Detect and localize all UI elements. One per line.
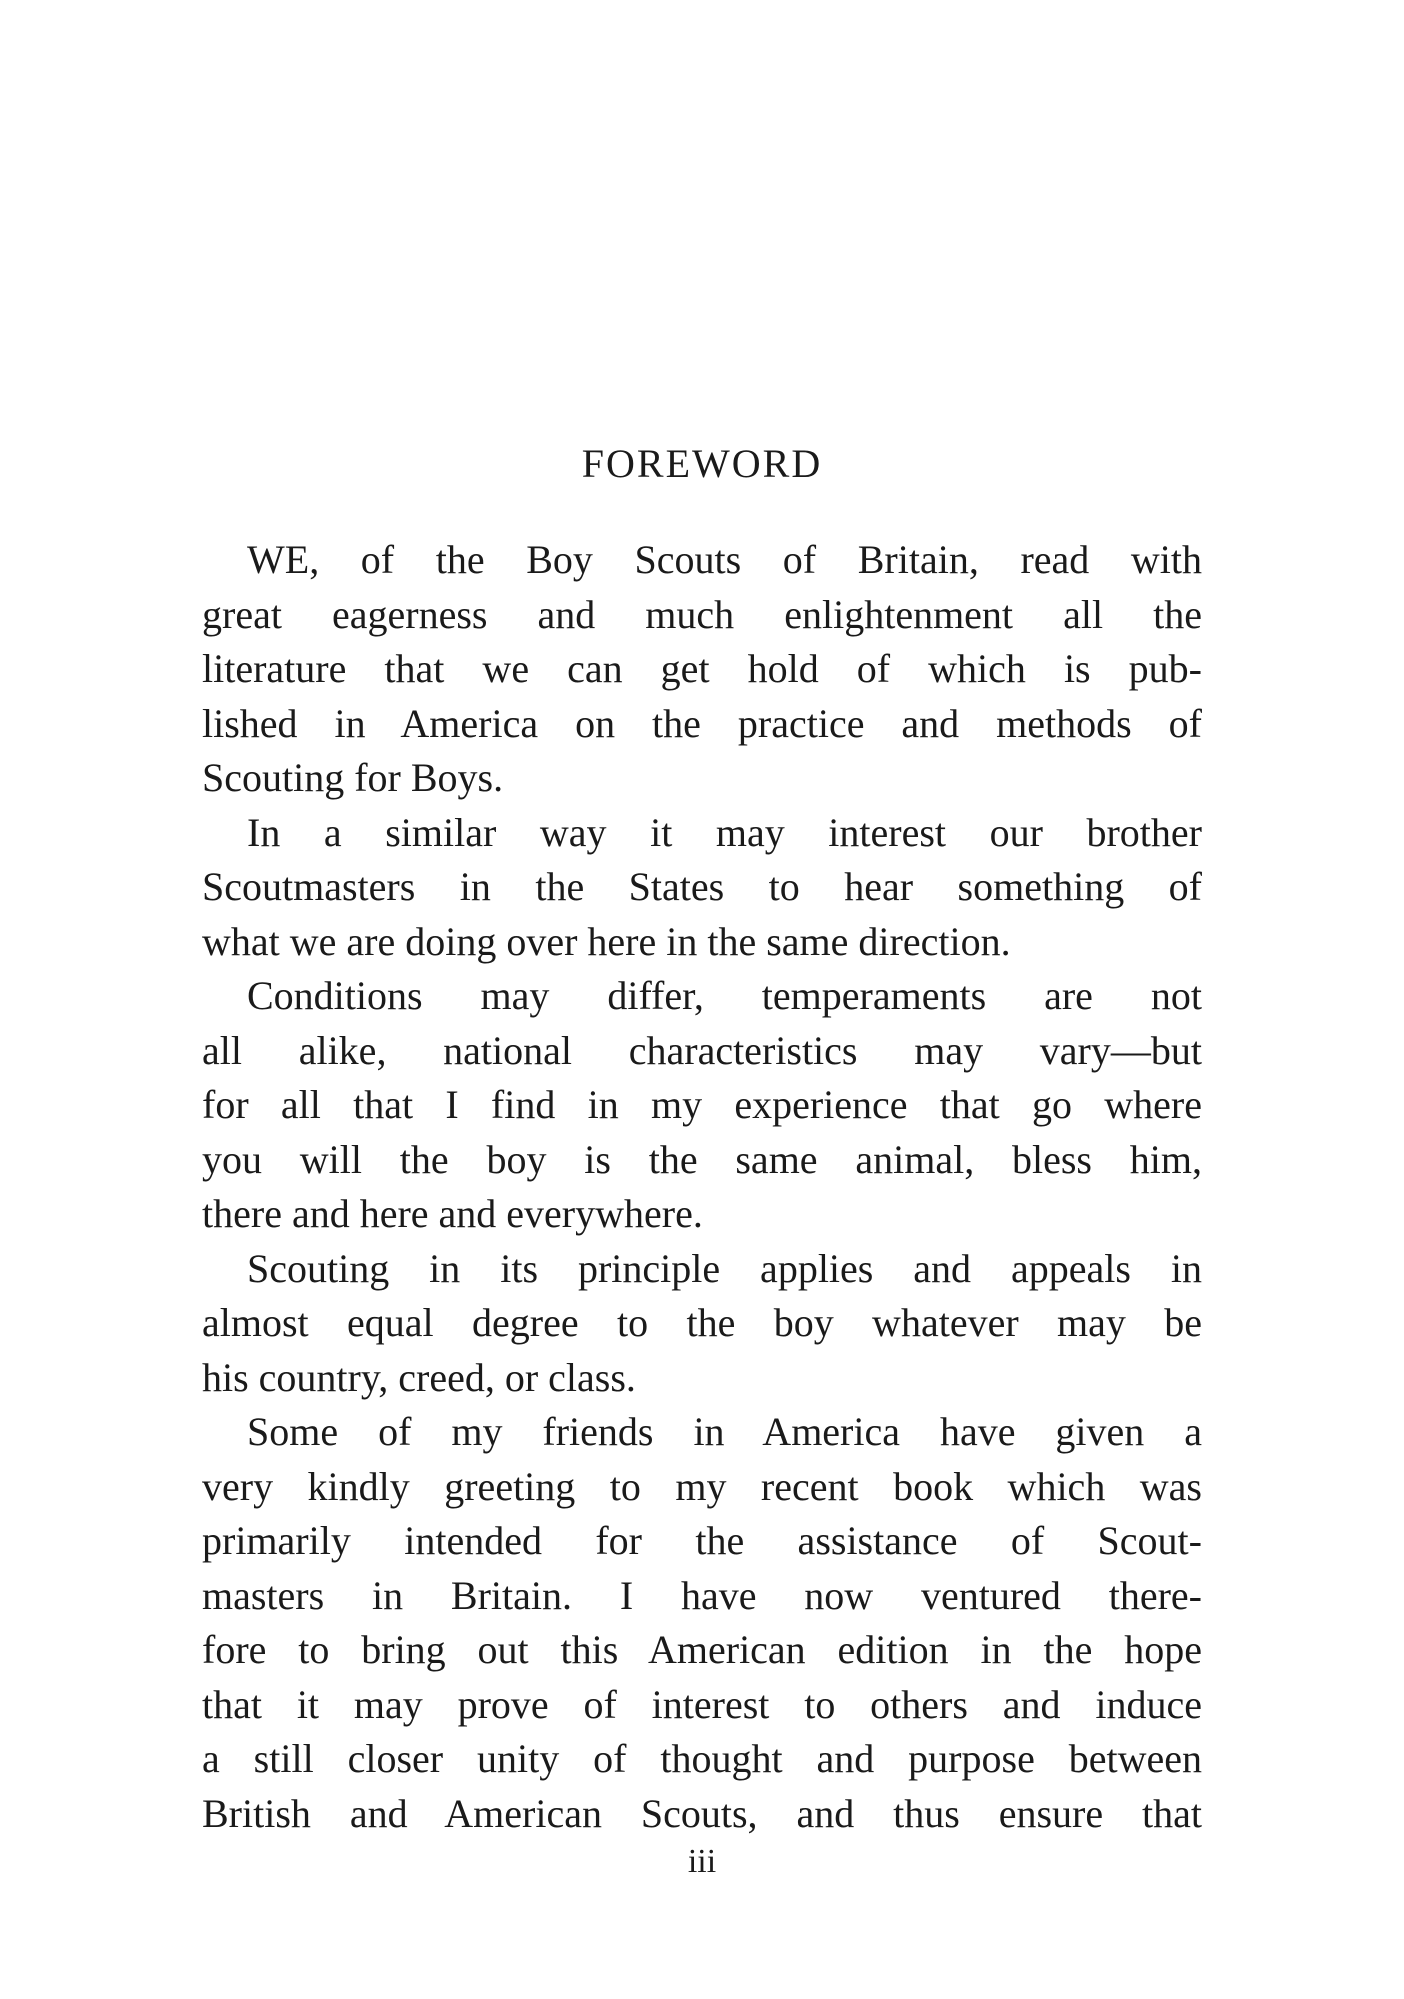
paragraph-2: [202, 806, 1202, 970]
text-line: his country, creed, or class.: [202, 1354, 636, 1400]
text-line: Scouting in its principle applies and appeals in: [247, 1245, 1202, 1291]
paragraph-1: [202, 533, 1202, 806]
text-line: lished in America on the practice and methods of: [202, 700, 1202, 746]
text-line: almost equal degree to the boy whatever may be: [202, 1300, 1202, 1345]
text-line: Some of my friends in America have given a: [247, 1409, 1202, 1454]
foreword-body: [202, 533, 1202, 1841]
paragraph-3: [202, 969, 1202, 1242]
page-number: iii: [687, 1843, 717, 1880]
text-line: Scouting for Boys.: [202, 755, 504, 800]
text-line: for all that I find in my experience that go where: [202, 1082, 1202, 1127]
text-line: great eagerness and much enlightenment all the: [202, 591, 1202, 637]
page-title: FOREWORD: [581, 441, 823, 486]
text-line: In a similar way it may interest our brother: [247, 809, 1202, 855]
text-line: Scoutmasters in the States to hear something of: [202, 864, 1202, 909]
text-line: WE, of the Boy Scouts of Britain, read with: [247, 537, 1202, 582]
text-line: primarily intended for the assistance of Scout-: [202, 1518, 1202, 1563]
text-line: Conditions may differ, temperaments are not: [247, 973, 1202, 1018]
text-line: what we are doing over here in the same direction.: [202, 918, 1011, 964]
text-line: all alike, national characteristics may vary—but: [202, 1027, 1202, 1073]
text-line: literature that we can get hold of which is pub-: [202, 646, 1202, 691]
text-line: British and American Scouts, and thus ensure that: [202, 1790, 1202, 1836]
text-line: you will the boy is the same animal, bless him,: [202, 1136, 1202, 1182]
paragraph-5: [202, 1405, 1202, 1841]
paragraph-4: [202, 1242, 1202, 1406]
text-line: that it may prove of interest to others and induce: [202, 1681, 1202, 1727]
text-line: there and here and everywhere.: [202, 1191, 703, 1236]
text-line: fore to bring out this American edition in the hope: [202, 1627, 1202, 1672]
text-line: very kindly greeting to my recent book which was: [202, 1463, 1202, 1509]
text-line: a still closer unity of thought and purpose between: [202, 1736, 1202, 1781]
text-line: masters in Britain. I have now ventured there-: [202, 1572, 1202, 1618]
